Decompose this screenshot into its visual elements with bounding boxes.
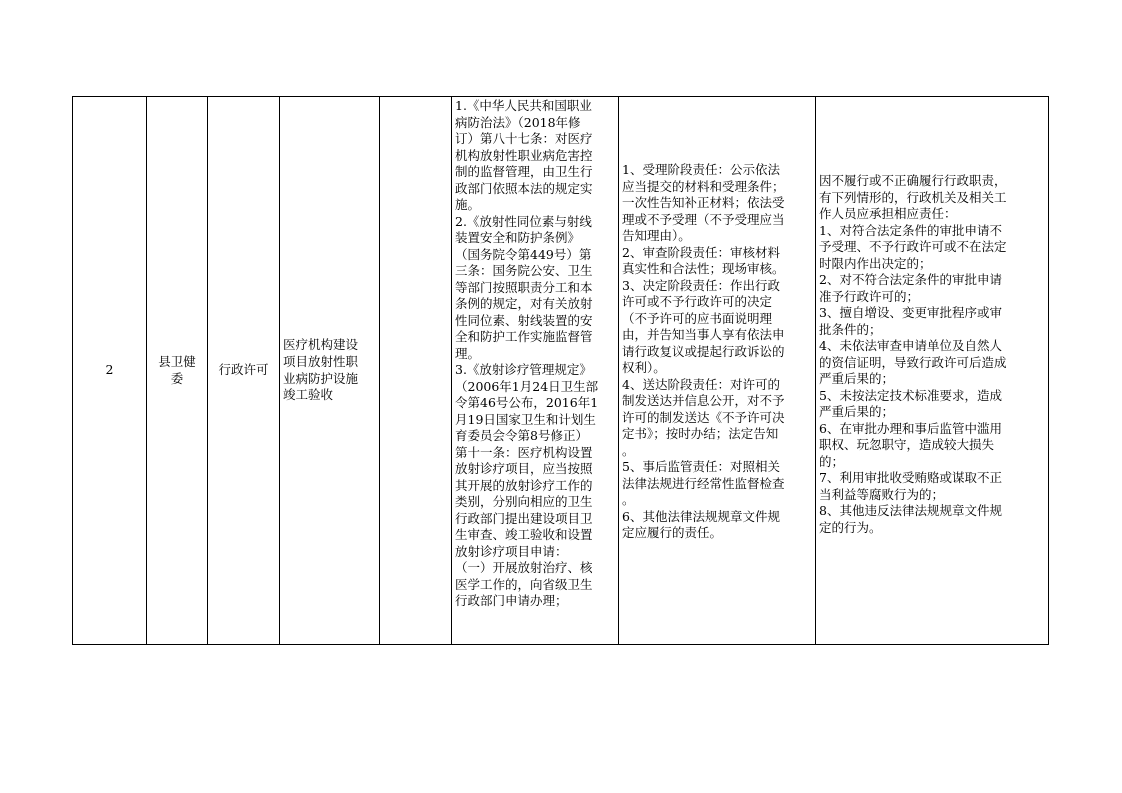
column-divider — [379, 97, 380, 644]
department-name: 县卫健 委 — [158, 353, 196, 386]
cell-accountability — [816, 97, 1048, 644]
seq-number: 2 — [105, 362, 114, 378]
item-name: 医疗机构建设 项目放射性职 业病防护设施 竣工验收 — [283, 337, 359, 403]
accountability-content: 因不履行或不正确履行行政职责， 有下列情形的，行政机关及相关工 作人员应承担相应责任： 1、对符合法定条件的审批申请不 予受理、不予行政许可或不在法定 时限内作出决定的； 2、对不符合法定条件的审批申请 准予行政许可的； 3、擅自增设、变更审批程序或审 批条件的； 4、未依法审查申请单位及自然人 的资信证明，导致行政许可后造成 严重后果的； 5、未按法定技术标准要求，造成 严重后果的； 6、在审批办理和事后监管中滥用 职权、玩忽职守，造成较大损失 的； 7、利用审批收受贿赂或谋取不正 当利益等腐败行为的； 8、其他违反法律法规规章文件规 定的行为。 — [819, 173, 1007, 535]
responsibility-table — [72, 96, 1049, 645]
duty-content: 1、受理阶段责任：公示依法 应当提交的材料和受理条件； 一次性告知补正材料；依法受 理或不予受理（不予受理应当 告知理由）。 2、审查阶段责任：审核材料 真实性和合法性；现场审核。 3、决定阶段责任：作出行政 许可或不予行政许可的决定 （不予许可的应书面说明理 由，并告知当事人享有依法申 请行政复议或提起行政诉讼的 权利）。 4、送达阶段责任：对许可的 制发送达并信息公开，对不予 许可的制发送达《不予许可决 定书》；按时办结；法定告知 。 5、事后监管责任：对照相关 法律法规进行经常性监督检查 。 6、其他法律法规规章文件规 定应履行的责任。 — [622, 162, 785, 540]
cell-type — [208, 97, 279, 644]
cell-dept — [147, 97, 207, 644]
cell-duty — [619, 97, 815, 644]
cell-item — [280, 97, 379, 644]
cell-basis — [452, 97, 618, 644]
power-type: 行政许可 — [218, 362, 269, 378]
cell-seq — [73, 97, 146, 644]
legal-basis: 1.《中华人民共和国职业 病防治法》（2018年修 订）第八十七条：对医疗 机构放射性职业病危害控 制的监督管理，由卫生行 政部门依照本法的规定实 施。 2.《放射性同位素与射线 装置安全和防护条例》 （国务院令第449号）第 三条：国务院公安、卫生 等部门按照职责分工和本 条例的规定，对有关放射 性同位素、射线装置的安 全和防护工作实施监督管 理。 3.《放射诊疗管理规定》 （2006年1月24日卫生部 令第46号公布，2016年1 月19日国家卫生和计划生 育委员会令第8号修正） 第十一条：医疗机构设置 放射诊疗项目，应当按照 其开展的放射诊疗工作的 类别，分别向相应的卫生 行政部门提出建设项目卫 生审查、竣工验收和设置 放射诊疗项目申请： （一）开展放射治疗、核 医学工作的，向省级卫生 行政部门申请办理； — [455, 98, 599, 608]
